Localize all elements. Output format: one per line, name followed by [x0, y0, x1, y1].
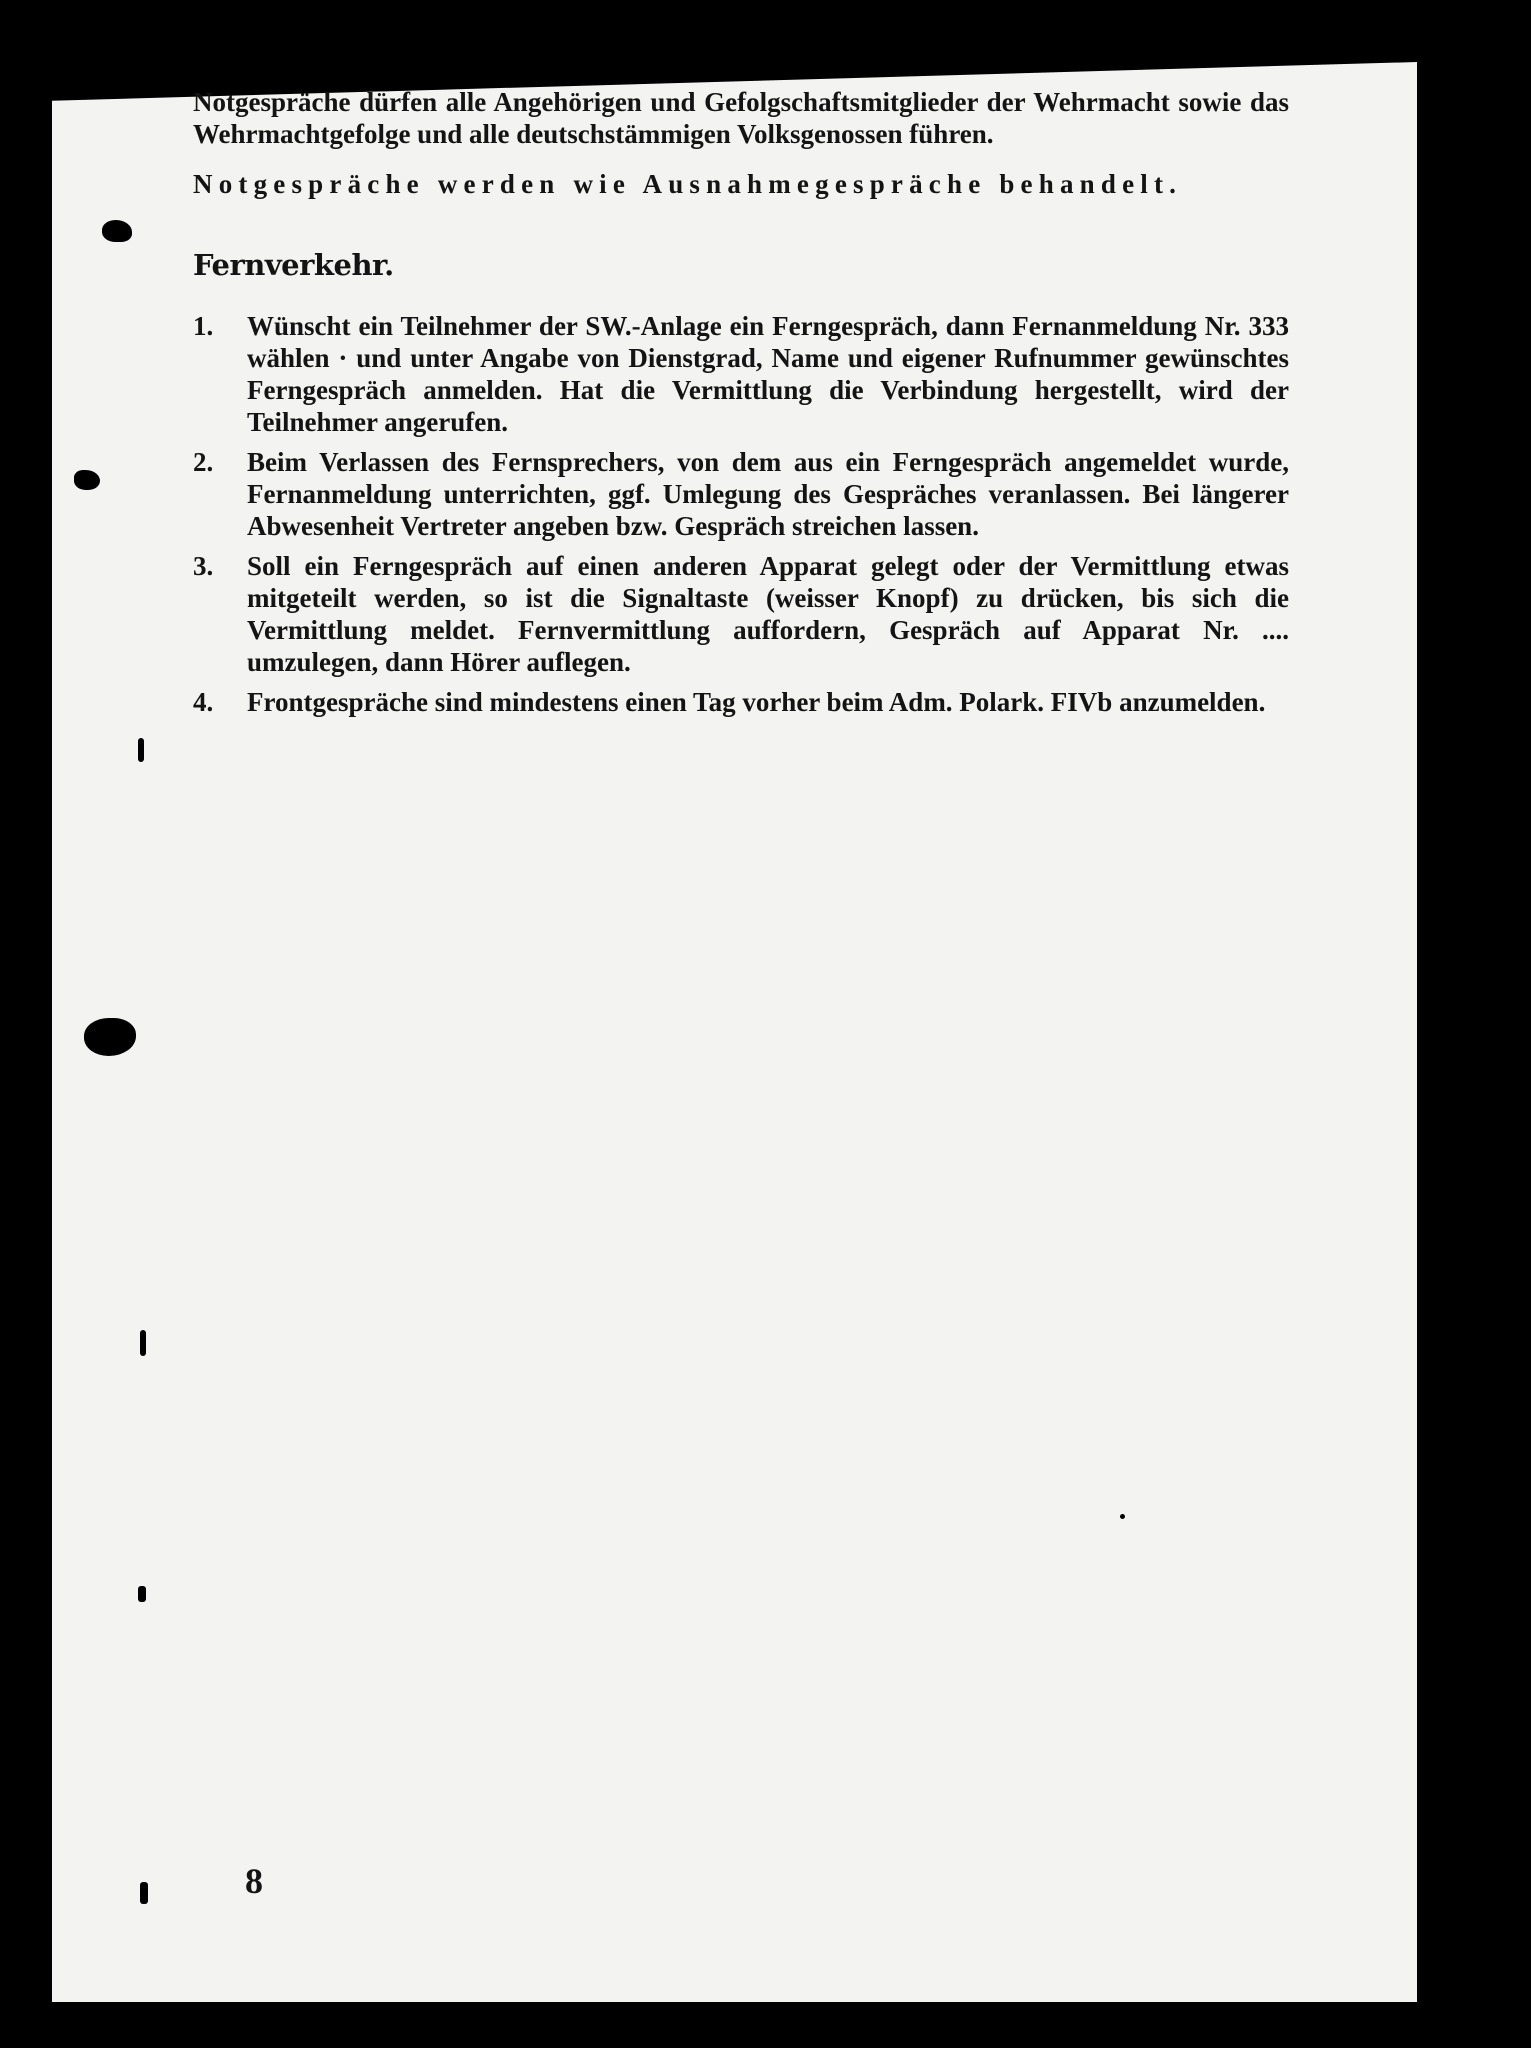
punch-hole-mark: [1120, 1514, 1125, 1519]
list-item-text: Wünscht ein Teilnehmer der SW.-Anlage ein Ferngespräch, dann Fernanmeldung Nr. 333 wählen · und unter Angabe von Dienstgrad, Name und eigener Rufnummer gewünschtes Ferngespräch anmelden. Hat die Vermittlung die Verbindung hergestellt, wird der Teilnehmer angerufen.: [247, 311, 1289, 437]
document-body: [193, 86, 1289, 734]
list-item: [193, 686, 1289, 718]
list-item-number: 2.: [193, 447, 214, 477]
punch-hole-mark: [102, 220, 132, 242]
section-heading: Fernverkehr.: [193, 248, 394, 282]
list-item-number: 3.: [193, 551, 214, 581]
intro-paragraph: Notgespräche dürfen alle Angehörigen und Gefolgschaftsmitglieder der Wehrmacht sowie das Wehrmachtgefolge und alle deutschstämmigen Volksgenossen führen.: [193, 87, 1289, 149]
instruction-list: [193, 310, 1289, 718]
list-item-number: 4.: [193, 687, 214, 717]
list-item: [193, 446, 1289, 542]
punch-hole-mark: [140, 1330, 146, 1356]
punch-hole-mark: [84, 1018, 136, 1056]
page-number: 8: [245, 1861, 263, 1901]
list-item: [193, 550, 1289, 678]
punch-hole-mark: [74, 470, 100, 490]
list-item-text: Beim Verlassen des Fernsprechers, von dem aus ein Ferngespräch angemeldet wurde, Fernanmeldung unterrichten, ggf. Umlegung des Gespräches veranlassen. Bei längerer Abwesenheit Vertreter angeben bzw. Gespräch streichen lassen.: [247, 447, 1289, 541]
list-item-text: Soll ein Ferngespräch auf einen anderen Apparat gelegt oder der Vermittlung etwas mitgeteilt werden, so ist die Signaltaste (weisser Knopf) zu drücken, bis sich die Vermittlung meldet. Fernvermittlung auffordern, Gespräch auf Apparat Nr. .... umzulegen, dann Hörer auflegen.: [247, 551, 1289, 677]
list-item: [193, 310, 1289, 438]
list-item-text: Frontgespräche sind mindestens einen Tag vorher beim Adm. Polark. FIVb anzumelden.: [247, 687, 1266, 717]
punch-hole-mark: [140, 1882, 148, 1904]
spaced-paragraph: Notgespräche werden wie Ausnahmegespräche behandelt.: [193, 169, 1183, 199]
punch-hole-mark: [138, 1586, 146, 1602]
list-item-number: 1.: [193, 311, 214, 341]
punch-hole-mark: [138, 738, 144, 762]
